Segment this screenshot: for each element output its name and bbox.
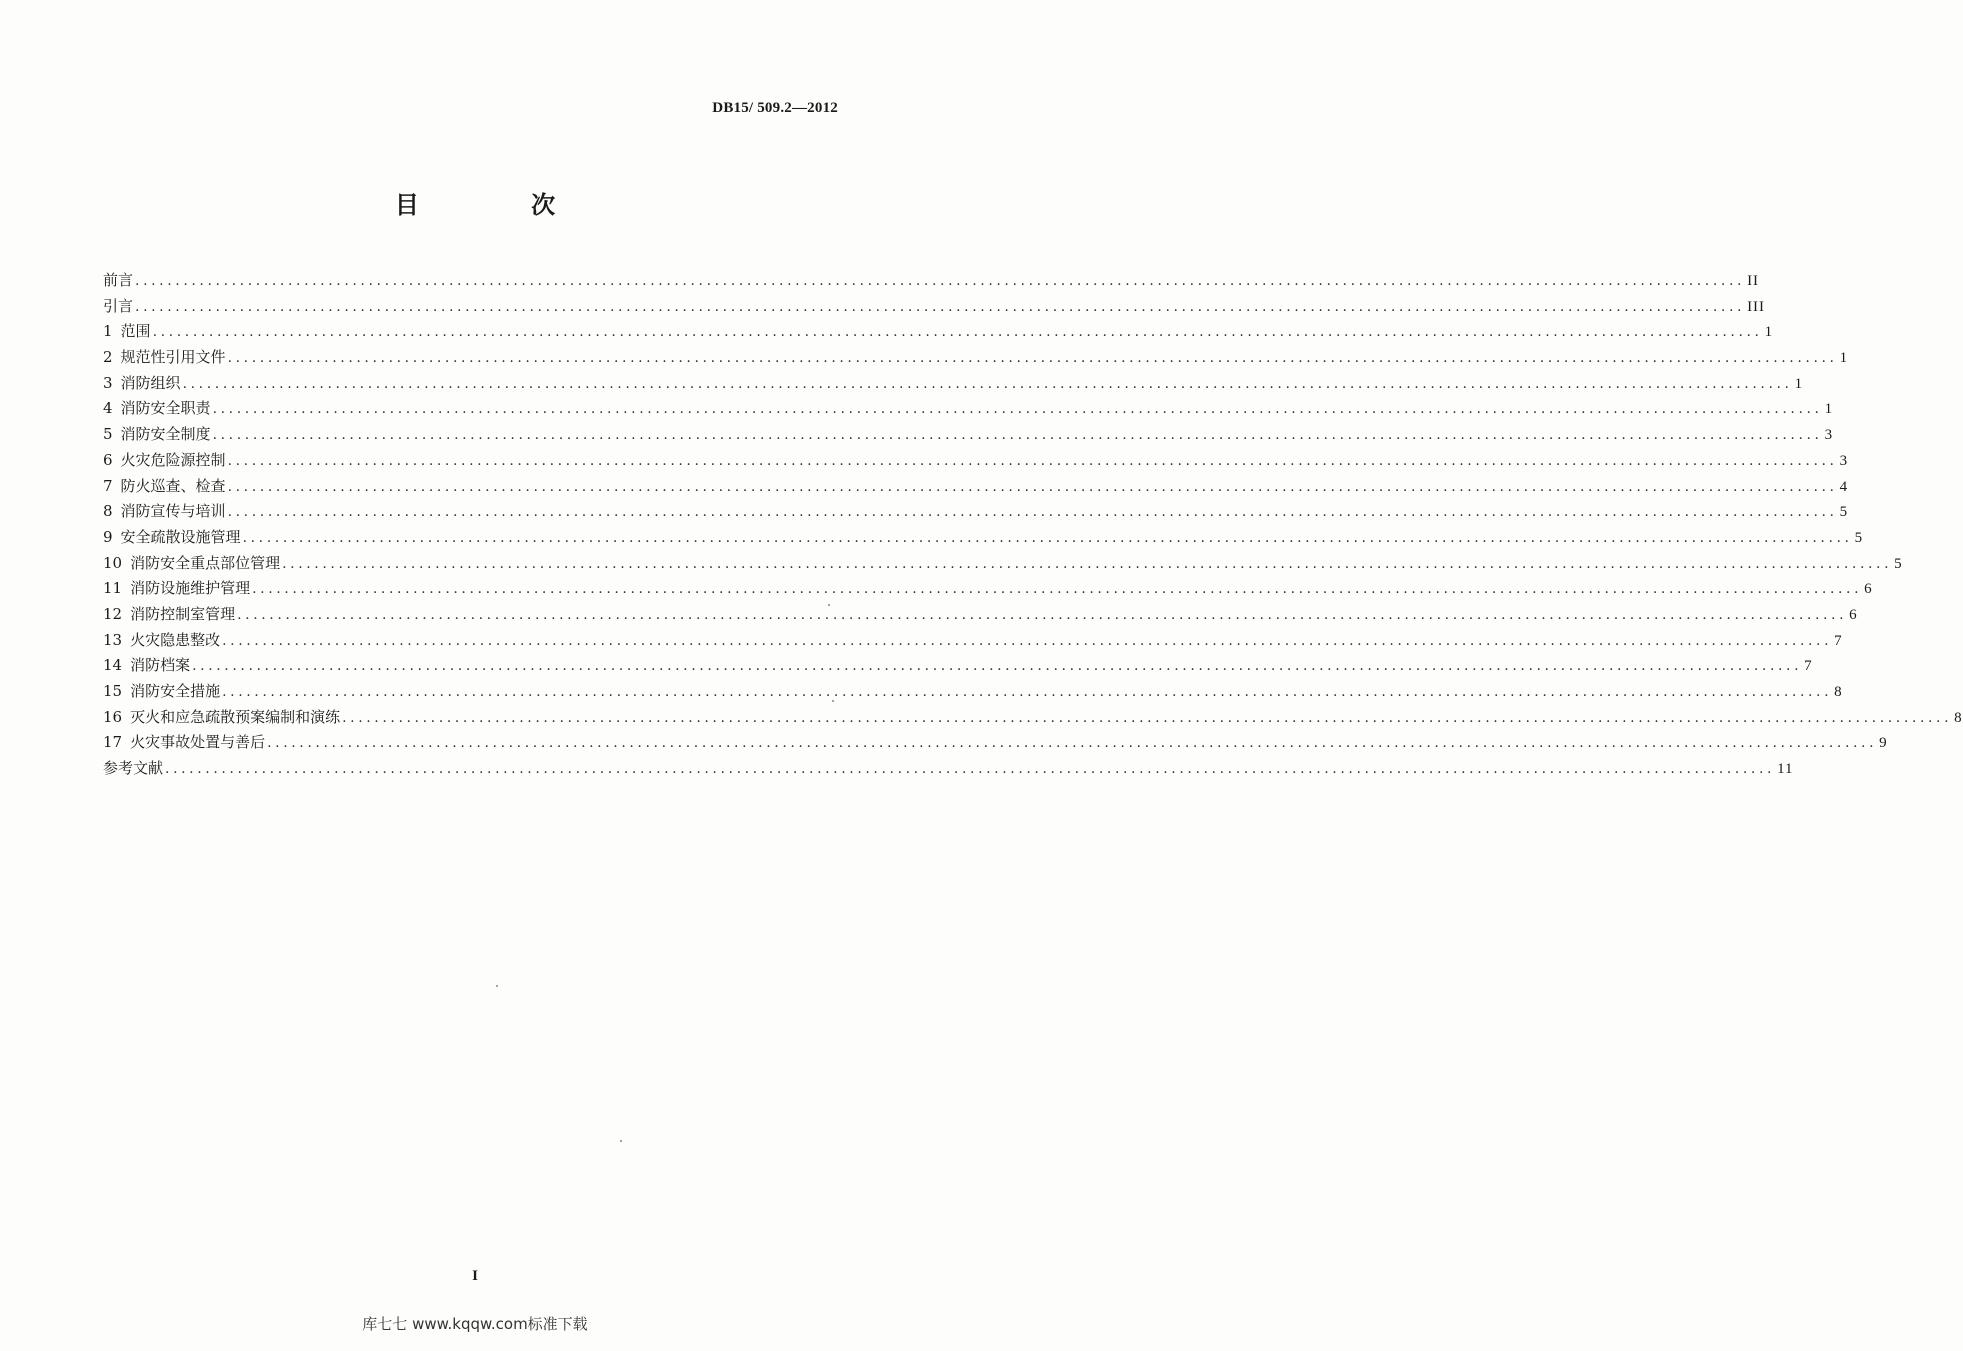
scan-speck xyxy=(828,604,830,606)
toc-entry-page: 3 xyxy=(1839,452,1849,469)
toc-entry[interactable] xyxy=(103,551,1903,577)
toc-dot-leader: ........................................................................................................................................................................................................ xyxy=(222,632,1833,649)
toc-entry-page: 6 xyxy=(1864,581,1873,598)
toc-entry-label: 引言 xyxy=(103,296,134,315)
toc-entry[interactable] xyxy=(103,345,1849,371)
toc-entry[interactable] xyxy=(103,730,1888,756)
toc-entry-page: 9 xyxy=(1879,735,1888,752)
toc-entry-label: 灭火和应急疏散预案编制和演练 xyxy=(130,707,341,726)
toc-dot-leader: ........................................................................................................................................................................................................ xyxy=(227,478,1838,495)
toc-dot-leader: ........................................................................................................................................................................................................ xyxy=(192,658,1803,675)
toc-entry-page: 5 xyxy=(1894,555,1903,572)
toc-dot-leader: ........................................................................................................................................................................................................ xyxy=(252,581,1863,598)
toc-entry-page: III xyxy=(1747,298,1766,315)
toc-entry[interactable] xyxy=(103,396,1834,422)
toc-dot-leader: ........................................................................................................................................................................................................ xyxy=(342,709,1953,726)
toc-entry-label: 消防安全制度 xyxy=(120,425,211,444)
toc-entry[interactable] xyxy=(103,705,1963,731)
scan-speck xyxy=(496,985,498,987)
toc-dot-leader: ........................................................................................................................................................................................................ xyxy=(282,555,1893,572)
toc-dot-leader: ........................................................................................................................................................................................................ xyxy=(165,761,1776,778)
toc-entry-label: 消防设施维护管理 xyxy=(130,579,251,598)
toc-entry[interactable] xyxy=(103,576,1873,602)
page-title: 目 次 xyxy=(394,191,608,219)
toc-entry-page: 1 xyxy=(1839,350,1849,367)
toc-entry-page: 5 xyxy=(1854,529,1864,546)
toc-entry-number: 2 xyxy=(103,348,113,367)
toc-entry-number: 9 xyxy=(103,527,113,546)
toc-dot-leader: ........................................................................................................................................................................................................ xyxy=(227,504,1838,521)
toc-entry-label: 消防宣传与培训 xyxy=(120,502,226,521)
toc-entry-page: 1 xyxy=(1794,375,1804,392)
toc-entry-label: 范围 xyxy=(120,322,151,341)
toc-entry-number: 3 xyxy=(103,373,113,392)
toc-entry-label: 安全疏散设施管理 xyxy=(120,527,241,546)
toc-entry-page: 8 xyxy=(1954,709,1963,726)
toc-entry-label: 规范性引用文件 xyxy=(120,348,226,367)
toc-entry-label: 消防档案 xyxy=(130,656,191,675)
toc-entry[interactable] xyxy=(103,474,1849,500)
toc-dot-leader: ........................................................................................................................................................................................................ xyxy=(267,735,1878,752)
scan-speck xyxy=(832,700,834,702)
toc-dot-leader: ........................................................................................................................................................................................................ xyxy=(227,452,1838,469)
toc-entry-number: 10 xyxy=(103,553,123,572)
toc-dot-leader: ........................................................................................................................................................................................................ xyxy=(242,529,1853,546)
toc-entry-number: 14 xyxy=(103,656,123,675)
toc-entry[interactable] xyxy=(103,653,1813,679)
toc-entry[interactable] xyxy=(103,679,1843,705)
toc-entry-number: 15 xyxy=(103,682,123,700)
toc-entry-number: 12 xyxy=(103,604,123,623)
toc-entry-label: 消防安全措施 xyxy=(130,682,221,700)
toc-entry-number: 7 xyxy=(103,476,113,495)
toc-entry[interactable] xyxy=(103,525,1864,551)
toc-entry[interactable] xyxy=(103,294,1766,320)
toc-dot-leader: ........................................................................................................................................................................................................ xyxy=(212,401,1823,418)
toc-dot-leader: ........................................................................................................................................................................................................ xyxy=(135,298,1746,315)
toc-dot-leader: ........................................................................................................................................................................................................ xyxy=(212,427,1823,444)
toc-dot-leader: ........................................................................................................................................................................................................ xyxy=(222,684,1833,700)
toc-entry-page: 8 xyxy=(1834,684,1843,700)
toc-entry-number: 1 xyxy=(103,322,113,341)
toc-entry-label: 消防安全重点部位管理 xyxy=(130,553,281,572)
footer-watermark-text: 库七七 www.kqqw.com标准下载 xyxy=(362,1315,588,1333)
scan-speck xyxy=(620,1140,622,1142)
toc-entry-label: 消防组织 xyxy=(120,373,181,392)
toc-entry[interactable] xyxy=(103,371,1804,397)
toc-dot-leader: ........................................................................................................................................................................................................ xyxy=(182,375,1793,392)
toc-entry-page: 4 xyxy=(1839,478,1849,495)
toc-dot-leader: ........................................................................................................................................................................................................ xyxy=(227,350,1838,367)
toc-entry[interactable] xyxy=(103,448,1849,474)
toc-entry-number: 13 xyxy=(103,630,123,649)
toc-entry-number: 11 xyxy=(103,579,123,598)
toc-entry[interactable] xyxy=(103,628,1843,654)
toc-entry-page: 3 xyxy=(1824,427,1834,444)
toc-entry-label: 火灾事故处置与善后 xyxy=(130,733,266,752)
toc-entry-number: 4 xyxy=(103,399,113,418)
toc-entry[interactable] xyxy=(103,319,1774,345)
page-number: I xyxy=(472,1268,478,1284)
toc-entry-page: 1 xyxy=(1824,401,1834,418)
toc-entry-label: 防火巡查、检查 xyxy=(120,476,226,495)
toc-entry-page: 7 xyxy=(1804,658,1813,675)
toc-entry[interactable] xyxy=(103,602,1858,628)
toc-dot-leader: ........................................................................................................................................................................................................ xyxy=(237,606,1848,623)
toc-entry-number: 16 xyxy=(103,707,123,726)
toc-entry-label: 火灾危险源控制 xyxy=(120,450,226,469)
toc-entry-number: 17 xyxy=(103,733,123,752)
toc-entry-page: 5 xyxy=(1839,504,1849,521)
toc-entry-page: 1 xyxy=(1764,324,1774,341)
toc-entry-label: 消防控制室管理 xyxy=(130,604,236,623)
toc-entry-page: 11 xyxy=(1777,761,1794,778)
toc-entry-number: 8 xyxy=(103,502,113,521)
toc-entry-label: 消防安全职责 xyxy=(120,399,211,418)
toc-entry[interactable] xyxy=(103,756,1794,782)
toc-entry[interactable] xyxy=(103,268,1760,294)
toc-entry-page: II xyxy=(1747,273,1760,289)
table-of-contents xyxy=(103,268,1963,782)
toc-entry-label: 前言 xyxy=(103,271,134,289)
toc-dot-leader: ........................................................................................................................................................................................................ xyxy=(135,273,1746,289)
toc-dot-leader: ........................................................................................................................................................................................................ xyxy=(152,324,1763,341)
toc-entry-label: 参考文献 xyxy=(103,759,164,778)
toc-entry-page: 7 xyxy=(1834,632,1843,649)
toc-entry[interactable] xyxy=(103,422,1834,448)
toc-entry-number: 6 xyxy=(103,450,113,469)
toc-entry-page: 6 xyxy=(1849,606,1858,623)
toc-entry-number: 5 xyxy=(103,425,113,444)
toc-entry-label: 火灾隐患整改 xyxy=(130,630,221,649)
toc-entry[interactable] xyxy=(103,499,1849,525)
document-code: DB15/ 509.2—2012 xyxy=(712,100,838,116)
